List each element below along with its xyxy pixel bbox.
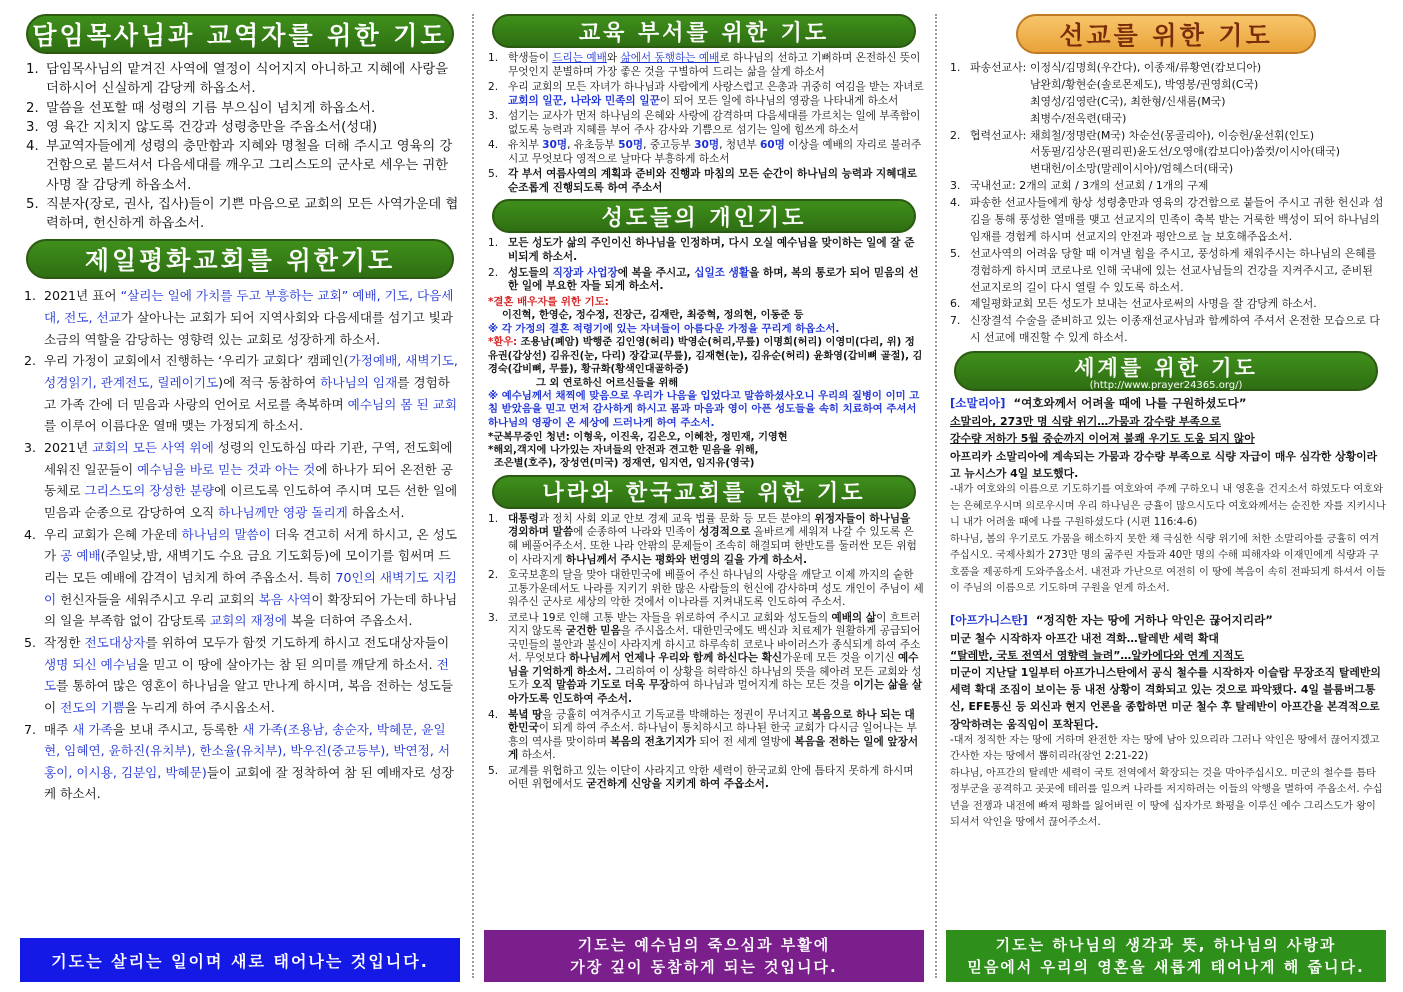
item-number: 3. <box>488 611 499 624</box>
section-title-world <box>954 351 1378 391</box>
army-list: *군복무중인 청년: 이형욱, 이진욱, 김은오, 이혜찬, 정민재, 기영현 <box>488 431 788 443</box>
item-text-part: 이 되어 모든 일에 하나님의 영광을 나타내게 하소서 <box>659 94 899 107</box>
item-text-part: 를 통하여 많은 영혼이 하나님을 알고 만나게 하시며, 복음 전하는 성도들이 <box>44 678 454 715</box>
coop-list <box>1030 128 1340 179</box>
item-text-part: 이 확장되어 가는데 하나님의 일을 부족함 없이 감당토록 <box>44 591 458 629</box>
afghan-tag: [아프가니스탄] <box>950 612 1028 627</box>
list-item <box>950 296 1386 313</box>
list-item <box>24 350 460 437</box>
item-text: 말씀을 선포할 때 성령의 기름 부으심이 넘치게 하옵소서. <box>46 100 376 116</box>
item-text-part: 하나님의 임재 <box>320 375 398 391</box>
item-text-part: 이 흐트러지지 않도록 <box>508 611 921 638</box>
item-text-part: 가운데 모든 것을 이기신 <box>782 652 898 665</box>
afghan-prayer: 하나님, 아프간의 탈레반 세력이 국토 전역에서 확장되는 것을 막아주십시오. 미군의 철수를 틈타 정부군을 공격하고 곳곳에 테러를 일으켜 나라를 저지하려는 이들의 악행을 멸하여 주옵소서. 수십 년을 전쟁과 내전에 빠져 평화를 잃어버린 이 땅에 십자가로 화평을 이루신 예수 그리스도가 왕이 되셔서 악인을 땅에서 끊어주소서. <box>950 767 1383 829</box>
missionaries-label: 파송선교사: <box>970 61 1027 74</box>
item-text-part: 헌신자들을 세워주시고 우리 교회의 <box>56 591 259 607</box>
item-number: 7. <box>24 721 37 737</box>
nation-prayer-list <box>484 513 924 792</box>
item-text <box>508 139 924 166</box>
afghan-verse: -대저 정직한 자는 땅에 거하며 완전한 자는 땅에 남아 있으리라 그러나 악인은 땅에서 끊어지겠고 간사한 자는 땅에서 뽑히리라(잠언 2:21-22) <box>950 734 1380 763</box>
wedding-label: *결혼 배우자를 위한 기도: <box>488 295 609 308</box>
item-number: 5. <box>488 168 499 181</box>
item-text-part: , 유초등부 <box>567 139 619 152</box>
list-item <box>950 195 1386 246</box>
list-item <box>26 195 460 234</box>
somalia-headline-1: 소말리아, 273만 명 식량 위기…가뭄과 강수량 부족으로 <box>950 415 1221 429</box>
list-item <box>24 632 460 719</box>
item-text-part: 매주 <box>44 721 73 737</box>
item-text-part: 들이 교회에 잘 정착하여 참 된 예배자로 성장케 하소서. <box>44 764 454 802</box>
item-text-part: 섬기는 교사가 먼저 하나님의 은혜와 사랑에 감격하며 다음세대를 가르치는 일에 부족함이 없도록 능력과 지혜를 부어 주사 감사와 기쁨으로 섬기는 일에 힘쓰게 하소서 <box>508 110 921 136</box>
list-item <box>488 168 924 195</box>
item-text-part: 복음의 전초기지가 <box>610 735 696 748</box>
item-text-part: 예수님을 바로 믿는 것과 아는 것 <box>137 461 316 477</box>
item-text-part: 하나님께서 언제나 우리와 함께 하신다는 확신 <box>569 652 783 665</box>
item-number: 2. <box>488 81 499 94</box>
section-title-personal: 성도들의 개인기도 <box>492 199 916 233</box>
missionary-line: 남완희/황현순(솔로몬제도), 박영봉/권영희(C국) <box>1030 77 1259 91</box>
item-number: 3. <box>24 439 37 455</box>
item-text-part: 을 주시옵소서. 대한민국에도 백신과 치료제가 원활하게 공급되어 국민들의 불안과 불신이 사라지게 하시고 하루속히 코로나 바이러스가 종식되게 하여 주소서. 무엇보다 <box>508 625 921 665</box>
item-text: 신장결석 수술을 준비하고 있는 이종재선교사님과 함께하여 주셔서 온전한 모습으로 다시 선교에 매진할 수 있게 하소서. <box>970 314 1380 345</box>
item-text-part: 십일조 생활 <box>694 266 750 279</box>
item-text-part: 유치부 <box>508 139 543 152</box>
item-text: 부교역자들에게 성령의 충만함과 지혜와 명철을 더해 주시고 영육의 강건함으로 붙드셔서 다음세대를 깨우고 그리스도의 군사로 세우는 귀한 사명 잘 감당케 하옵소서. <box>46 139 453 193</box>
item-text-part: 로 하나님의 선하고 기뻐하며 온전하신 뜻이 무엇인지 분별하며 가장 좋은 것을 구별하여 드리는 삶을 살게 하소서 <box>508 52 921 78</box>
item-text-part: 삶에서 동행하는 예배 <box>620 52 720 64</box>
item-text-part: 2021년 표어 <box>44 288 121 304</box>
item-text-part: 성경적으로 <box>699 526 751 539</box>
church-prayer-list <box>20 285 460 805</box>
item-text-part: 그리스도의 장성한 분량 <box>84 483 215 499</box>
item-text-part: 에 복을 주시고, <box>617 266 695 279</box>
item-text-part: 생명 되신 예수님 <box>44 656 138 672</box>
item-number: 1. <box>488 237 499 250</box>
item-text <box>508 267 924 294</box>
item-text-part: 복음 사역 <box>258 591 312 607</box>
item-text <box>44 632 460 719</box>
item-text <box>508 569 924 610</box>
item-text-part: 전도대상자 <box>84 634 146 650</box>
item-text-part: 를 위하여 모두가 함껏 기도하게 하시고 전도대상자들이 <box>145 634 450 650</box>
item-text-part: 30명 <box>694 139 720 152</box>
item-text: 직분자(장로, 권사, 집사)들이 기쁜 마음으로 교회의 모든 사역가운데 협력하며, 헌신하게 하옵소서. <box>46 196 459 232</box>
abroad-label: *해외,객지에 나가있는 자녀들의 안전과 견고한 믿음을 위해, <box>488 444 759 456</box>
item-text-part: 오직 말씀과 기도로 더욱 무장 <box>531 679 670 692</box>
item-text-part: 학생들이 <box>508 52 553 64</box>
section-title-mission: 선교를 위한 기도 <box>1016 14 1316 54</box>
sick-label: *환우: <box>488 337 518 349</box>
item-number: 3. <box>488 110 499 123</box>
world-title: 세계를 위한 기도 <box>1074 355 1258 380</box>
item-text-part: 그리하여 이 상황을 허락하신 하나님의 뜻을 헤아려 모든 교회와 성도가 <box>508 665 922 692</box>
item-text-part: 를 경험하고 가족 간에 더 믿음과 사랑의 언어로 서로를 축복하며 <box>44 375 450 412</box>
item-text-part: 을 긍휼히 여겨주시고 기독교를 박해하는 정권이 무너지고 <box>542 708 812 721</box>
item-number: 5. <box>24 634 37 650</box>
item-text <box>508 513 924 567</box>
missionaries-list <box>1030 60 1261 128</box>
mission-prayer-list <box>946 60 1386 347</box>
item-number: 4. <box>488 139 499 152</box>
item-text: 국내선교: 2개의 교회 / 3개의 선교회 / 1개의 구제 <box>970 179 1209 193</box>
list-item <box>488 139 924 166</box>
column-divider-left <box>472 14 474 978</box>
item-text-part: 새 가족 <box>72 721 113 737</box>
item-text-part: 전도 <box>44 656 449 694</box>
item-number: 3. <box>26 119 39 135</box>
item-text-part: , 청년부 <box>719 139 760 152</box>
item-text-part: 가정예배, 새벽기도, 성경읽기, 관계전도, 릴레이기도 <box>44 353 458 391</box>
item-text: 선교사역의 어려움 당할 때 이겨낼 힘을 주시고, 풍성하게 채워주시는 하나님의 은혜를 경험하게 하시며 코로나로 인해 국내에 있는 선교사님들의 건강을 지켜주시고, 준비된 선교지로의 길이 다시 열릴 수 있도록 하소서. <box>970 246 1377 294</box>
list-item <box>488 81 924 108</box>
item-text-part: 성도들의 <box>508 266 553 279</box>
item-text <box>508 168 924 195</box>
item-text-part: 이기는 삶을 살아가도록 인도하여 주소서. <box>508 679 923 705</box>
item-number: 2. <box>24 353 37 369</box>
item-text-part: 작정한 <box>44 634 85 650</box>
item-text-part: 모든 성도가 삶의 주인이신 하나님을 인정하며, 다시 오실 예수님을 맞이하는 일에 잘 준비되게 하소서. <box>508 237 915 264</box>
list-item <box>488 237 924 264</box>
list-item <box>488 110 924 137</box>
item-text <box>508 110 924 137</box>
item-text-part: 을 믿고 이 땅에 살아가는 참 된 의미를 깨닫게 하소서. <box>137 656 437 672</box>
afghan-section <box>946 612 1386 832</box>
list-item <box>488 52 924 79</box>
sick-note: ※ 예수님께서 채찍에 맞음으로 우리가 나음을 입었다고 말씀하셨사오니 우리의 질병이 이미 고침 받았음을 믿고 먼저 감사하게 하시고 몸과 마음과 영이 아픈 성도들을 속히 치료하여 주셔서 하나님의 영광이 온 세상에 드러나게 하여 주소서. <box>488 389 920 429</box>
list-item <box>24 719 460 806</box>
item-text-part: 교회의 모든 사역 위에 <box>92 439 214 455</box>
afghan-quote: “정직한 자는 땅에 거하나 악인은 끊어지리라” <box>1035 612 1273 627</box>
item-number: 2. <box>488 266 499 279</box>
item-text-part: 복음으로 하나 되는 대한민국 <box>508 708 915 735</box>
item-text-part: 예수님을 기억하게 하소서. <box>508 652 919 678</box>
item-text-part: 각 부서 여름사역의 계획과 준비와 진행과 마침의 모든 순간이 하나님의 능력과 지혜대로 순조롭게 진행되도록 하여 주소서 <box>508 168 917 194</box>
item-text-part: 복을 더하여 주옵소서. <box>287 613 413 629</box>
item-text-part: 30명 <box>542 139 568 152</box>
item-text <box>508 237 924 264</box>
item-text-part: 를 이루어 이름다운 열매 맺는 가정되게 하소서. <box>44 418 304 434</box>
item-text-part: 올바르게 세워져 나갈 수 있도록 은혜 베풀어주소서. 또한 나라 안팎의 문제들이 조속히 해결되며 한반도를 둘러싼 모든 위험이 사라지게 <box>508 526 917 566</box>
item-number: 4. <box>950 196 961 210</box>
item-text: 담임목사님의 맡겨진 사역에 열정이 식어지지 아니하고 지혜에 사랑을 더하시어 신실하게 감당케 하옵소서. <box>46 62 449 97</box>
bottom-banner-cross <box>484 930 924 982</box>
item-text-part: 우리 교회가 은혜 가운데 <box>44 526 182 542</box>
list-item <box>24 437 460 524</box>
list-item <box>26 118 460 137</box>
item-number: 7. <box>950 314 961 328</box>
list-item <box>488 709 924 763</box>
item-text-part: 공 예배 <box>60 548 101 564</box>
missionary-line: 채희철/정명란(M국) 차순선(몽골리아), 이승헌/윤선휘(인도) <box>1030 128 1315 142</box>
coop-label: 협력선교사: <box>970 128 1027 142</box>
item-text: 제일평화교회 모든 성도가 보내는 선교사로써의 사명을 잘 감당케 하소서. <box>970 297 1317 311</box>
somalia-section <box>946 395 1386 597</box>
item-text-part: 을 누리게 하여 주시옵소서. <box>125 699 275 715</box>
somalia-tag: [소말리아] <box>950 396 1006 411</box>
item-text-part: 직장과 사업장 <box>552 266 618 279</box>
section-title-nation: 나라와 한국교회를 위한 기도 <box>492 475 916 509</box>
item-text-part: 와 <box>606 52 621 64</box>
wedding-note: ※ 각 가정의 결혼 적령기에 있는 자녀들이 아름다운 가정을 꾸리게 하옵소서. <box>488 322 840 335</box>
item-text-part: 하나님의 말씀이 <box>181 526 271 542</box>
item-number: 5. <box>488 764 499 777</box>
sick-more: 그 외 연로하신 어르신들을 위해 <box>536 377 679 389</box>
list-item <box>950 313 1386 347</box>
item-text-part: 북녘 땅 <box>508 708 543 721</box>
item-text-part: 대통령 <box>508 512 539 525</box>
item-text <box>44 350 460 437</box>
item-text-part: 성령의 인도하심 따라 기관, 구역, 전도회에 세워진 일꾼들이 <box>44 439 453 477</box>
item-text-part: 위정자들이 하나님을 경외하며 말씀 <box>508 512 911 539</box>
somalia-verse: -내가 여호와의 이름으로 기도하기를 여호와여 주께 구하오니 내 영혼을 건지소서 하였도다 여호와는 은혜로우시며 의로우시며 우리 하나님은 긍휼이 많으시도다 여호와께서는 순진한 자를 지키시나니 내가 어려울 때에 나를 구원하셨도다 (시편 116:4-6) <box>950 483 1386 529</box>
sick-names: 조용남(폐암) 박행준 김인영(허리) 박영순(허리,무릎) 이명희(허리) 이영미(다리, 위) 정유권(갑상선) 김유진(눈, 다리) 장갑교(무릎), 김재현(눈), 김유순(허리) 윤화영(갑비뼈 골절), 김경숙(갑비뼈, 무릎), 황규화(황색인대골하증) <box>488 337 923 376</box>
item-text-part: 이상을 예배의 자리로 불러주시고 무엇보다 영적으로 날마다 부흥하게 하소서 <box>508 139 922 165</box>
item-text: 파송한 선교사들에게 항상 성령충만과 영육의 강건함으로 붙들어 주시고 귀한 헌신과 섬김을 통해 풍성한 열매를 맺고 선교지의 민족이 축복 받는 거룩한 백성이 되어 하나님의 임재를 경험케 하시며 선교지의 안전과 평안으로 늘 보호해주옵소서. <box>970 196 1384 243</box>
list-item <box>488 612 924 707</box>
list-item <box>488 569 924 610</box>
item-text-part: 예배, 기도, 다음세대, 전도, 선교 <box>44 288 454 326</box>
column-divider-right <box>935 14 937 978</box>
item-text-part: “살리는 일에 가치를 두고 부흥하는 교회” <box>120 288 349 304</box>
section-title-education: 교육 부서를 위한 기도 <box>492 14 916 48</box>
item-text-part: 우리 교회의 모든 자녀가 하나님과 사람에게 사랑스럽고 은총과 귀중히 여김을 받는 자녀로 <box>508 81 924 94</box>
item-text-part: 하소서. <box>518 749 556 762</box>
banner-renewal-line2: 믿음에서 우리의 영혼을 새롭게 태어나게 해 줍니다. <box>967 958 1365 976</box>
somalia-headline-2: 강수량 저하가 5월 중순까지 이어져 불쾌 우기도 도움 되지 않아 <box>950 432 1255 446</box>
item-text-part: (주일낮,밤, 새벽기도 수요 금요 기도회등)에 모이기를 힘써며 드리는 모든 예배에 감격이 넘치게 하여 주옵소서. 특히 <box>44 548 451 585</box>
banner-cross-line1: 기도는 예수님의 죽으심과 부활에 <box>577 935 831 954</box>
list-item <box>26 137 460 195</box>
afghan-headline-1: 미군 철수 시작하자 아프간 내전 격화…탈레반 세력 확대 <box>950 631 1219 645</box>
somalia-body: 아프리카 소말리아에 계속되는 가뭄과 강수량 부족으로 식량 자급이 매우 심각한 상황이라고 뉴시스가 4일 보도했다. <box>950 449 1378 480</box>
item-text-part: 되어 전 세계 열방에 <box>695 735 795 748</box>
item-text-part: 복음을 전하는 일에 앞장서게 <box>508 735 919 762</box>
item-text-part: 을 하며, 복의 통로가 되어 믿음의 선한 일에 부요한 자들 되게 하소서. <box>508 266 919 293</box>
item-text-part: 에 하나가 되어 온전한 공동체로 <box>44 461 454 499</box>
list-item <box>488 267 924 294</box>
column-mission-world <box>946 14 1386 982</box>
item-number: 3. <box>950 179 961 193</box>
item-text <box>44 719 460 806</box>
item-text-part: 굳건하게 신앙을 지키게 하여 주옵소서. <box>586 778 769 791</box>
item-text <box>44 437 460 524</box>
item-text-part: 에 순종하여 나라와 민족이 <box>573 526 700 539</box>
abroad-names: 조은별(호주), 장성연(미국) 정재연, 임지연, 임지유(영국) <box>494 458 755 470</box>
item-text-part: 전도의 기쁨 <box>60 699 126 715</box>
somalia-quote: “여호와께서 어려울 때에 나를 구원하셨도다” <box>1013 396 1247 411</box>
item-text-part: 50명 <box>618 139 644 152</box>
somalia-prayer: 하나님, 봄의 우기로도 가뭄을 해소하지 못한 채 극심한 식량 위기에 처한 소말리아를 긍휼히 여겨 주십시오. 국제사회가 273만 명의 굶주린 자들과 40만 명의 수해 피해자와 이재민에게 식량과 구호품을 제공하게 도와주옵소서. 내전과 가난으로 여전히 이 땅에 복음이 속히 전파되게 하셔서 이들이 주님의 이름으로 기도하며 구원을 얻게 하소서. <box>950 533 1386 595</box>
missionary-line: 변대헌/이소망(말레이시아)/엄헤스더(태국) <box>1030 162 1234 176</box>
item-number: 1. <box>24 288 37 304</box>
personal-prayer-list <box>484 237 924 470</box>
item-text <box>508 52 924 79</box>
missionary-block: 1. 파송선교사: 이정식/김명희(우간다), 이종재/류황연(캄보디아) 남완희/황현순(솔로몬제도), 박영봉/권영희(C국) 최영성/김영란(C국), 최한형/신새롬(M국) 최병수/전옥련(태국) <box>950 60 1386 128</box>
item-text-part: 예배의 삶 <box>831 611 877 624</box>
item-number: 6. <box>950 297 961 311</box>
column-education-personal-nation <box>484 14 924 982</box>
item-text-part: )에 적극 동참하여 <box>218 375 321 391</box>
item-text: 영 육간 지치지 않도록 건강과 성령충만을 주옵소서(성대) <box>46 119 378 135</box>
item-text-part: 70인의 새벽기도 지킴이 <box>44 569 457 607</box>
item-number: 4. <box>24 526 37 542</box>
list-item <box>950 178 1386 195</box>
item-text <box>508 709 924 763</box>
missionary-line: 최영성/김영란(C국), 최한형/신새롬(M국) <box>1030 94 1226 108</box>
item-text-part: 예수님의 몸 된 교회 <box>347 396 458 412</box>
bottom-banner-renewal <box>946 930 1386 982</box>
item-text-part: 굳건한 믿음 <box>565 625 621 638</box>
item-text-part: 호국보훈의 달을 맞아 대한민국에 베풀어 주신 하나님의 사랑을 깨닫고 이제 까지의 숱한 고통가운데서도 나라를 지키기 위한 많은 사람들의 헌신에 감사하며 성도 개인이 주님이 세워주신 군사로 세상의 악한 것에서 이나라를 지켜내도록 인도하여 주소서. <box>508 569 924 609</box>
education-prayer-list <box>484 52 924 195</box>
bottom-banner-life: 기도는 살리는 일이며 새로 태어나는 것입니다. <box>20 938 460 982</box>
list-item <box>950 246 1386 297</box>
item-text-part: 2021년 <box>44 439 93 455</box>
wedding-names: 이진혁, 한영순, 정수정, 진장근, 김재란, 최중혁, 정의현, 이동준 등 <box>502 310 804 322</box>
world-url: (http://www.prayer24365.org/) <box>1089 379 1243 391</box>
afghan-headline-2: “탈레반, 국토 전역서 영향력 늘려”…알카에다와 연계 지적도 <box>950 648 1245 662</box>
item-text-part: 이 되게 하여 주소서. 하나님이 통치하시고 하나된 한국 교회가 다시금 일어나는 부흥의 역사를 맞이하며 <box>508 722 917 748</box>
item-text <box>44 524 460 632</box>
list-item <box>488 513 924 567</box>
item-text <box>508 81 924 108</box>
item-text <box>44 285 460 350</box>
item-number: 4. <box>26 139 39 155</box>
missionary-line: 이정식/김명희(우간다), 이종재/류황연(캄보디아) <box>1030 61 1262 74</box>
missionary-line: 서동필/김상은(필리핀)윤도선/오영애(캄보디아)쑴컷/이시아(태국) <box>1030 145 1341 159</box>
sick-list <box>488 336 924 376</box>
list-item <box>24 524 460 632</box>
item-text-part: 교회의 재정에 <box>210 613 288 629</box>
item-text-part: 하옵소서. <box>347 504 405 520</box>
item-text-part: 하나님께서 주시는 평화와 번영의 길을 가게 하소서. <box>565 553 807 566</box>
item-number: 5. <box>950 246 961 260</box>
pastor-prayer-list <box>20 60 460 233</box>
banner-renewal-line1: 기도는 하나님의 생각과 뜻, 하나님의 사랑과 <box>995 935 1337 954</box>
item-text <box>508 765 924 792</box>
item-text-part: , 중고등부 <box>643 139 695 152</box>
item-number: 1. <box>488 52 499 64</box>
item-text-part: 가 살아나는 교회가 되어 지역사회와 다음세대를 섬기고 빛과 소금의 역할을 감당하는 영향력 있는 교회로 성장하게 하소서. <box>44 310 454 347</box>
item-text-part: 교계를 위협하고 있는 이단이 사라지고 악한 세력이 한국교회 안에 틈타지 못하게 하시며 어떤 위협에서도 <box>508 764 914 791</box>
item-text-part: 드리는 예배 <box>552 52 607 64</box>
section-title-church: 제일평화교회를 위한기도 <box>26 239 454 279</box>
item-text-part: 우리 가정이 교회에서 진행하는 ‘우리가 교회다’ 캠페인( <box>44 353 349 369</box>
item-number: 2. <box>26 100 39 116</box>
list-item <box>26 60 460 99</box>
item-text-part: 을 보내 주시고, 등록한 <box>112 721 243 737</box>
section-title-pastor: 담임목사님과 교역자를 위한 기도 <box>26 14 454 54</box>
coop-block: 2. 협력선교사: 채희철/정명란(M국) 차순선(몽골리아), 이승헌/윤선휘(인도) 서동필/김상은(필리핀)윤도선/오영애(캄보디아)쑴컷/이시아(태국) 변대헌/이소망(말레이시아)/엄헤스더(태국) <box>950 128 1386 179</box>
list-item <box>24 285 460 350</box>
item-text <box>508 612 924 707</box>
item-text-part: 교회의 일꾼, 나라와 민족의 일꾼 <box>508 94 660 107</box>
list-item <box>26 99 460 118</box>
item-number: 1. <box>488 512 499 525</box>
item-number: 5. <box>26 196 39 212</box>
item-number: 2. <box>488 569 499 582</box>
item-text-part: 코로나 19로 인해 고통 받는 자들을 위로하여 주시고 교회와 성도들의 <box>508 611 832 624</box>
item-text-part: 더욱 견고히 서게 하시고, 온 성도가 <box>44 526 458 564</box>
afghan-body: 미군이 지난달 1일부터 아프가니스탄에서 공식 철수를 시작하자 이슬람 무장조직 탈레반의 세력 확대 조짐이 보이는 등 내전 상황이 격화되고 있는 것으로 파악됐다. 4일 블룸버그통신, EFE통신 등 외신과 현지 언론을 종합하면 미군 철수 후 탈레반이 아프간을 본격적으로 장악하려는 움직임이 포착된다. <box>950 666 1381 731</box>
item-text-part: 에 이르도록 인도하여 주시며 모든 선한 일에 믿음과 순종으로 감당하여 오직 <box>44 483 458 520</box>
missionary-line: 최병수/전옥련(태국) <box>1030 111 1127 125</box>
item-text-part: 과 정치 사회 외교 안보 경제 교육 법률 문화 등 모든 분야의 <box>538 512 815 525</box>
item-text-part: 하여 하나님과 멀어지게 하는 모든 것을 <box>669 679 854 692</box>
afghan-heading <box>950 612 1386 630</box>
item-number: 1. <box>26 62 39 77</box>
list-item <box>488 765 924 792</box>
item-text-part: 하나님께만 영광 돌리게 <box>218 504 348 520</box>
item-text-part: 60명 <box>759 139 785 152</box>
item-text-part: 새 가족(조용남, 송순자, 박혜문, 윤일현, 임혜연, 윤하진(유치부), 한소율(유치부), 박우진(중고등부), 박연정, 서홍이, 이시용, 김분임, 박혜문) <box>44 721 450 780</box>
banner-cross-line2: 가장 깊이 동참하게 되는 것입니다. <box>570 958 838 976</box>
item-number: 4. <box>488 708 499 721</box>
column-pastor-church <box>20 14 460 982</box>
somalia-heading <box>950 395 1386 413</box>
